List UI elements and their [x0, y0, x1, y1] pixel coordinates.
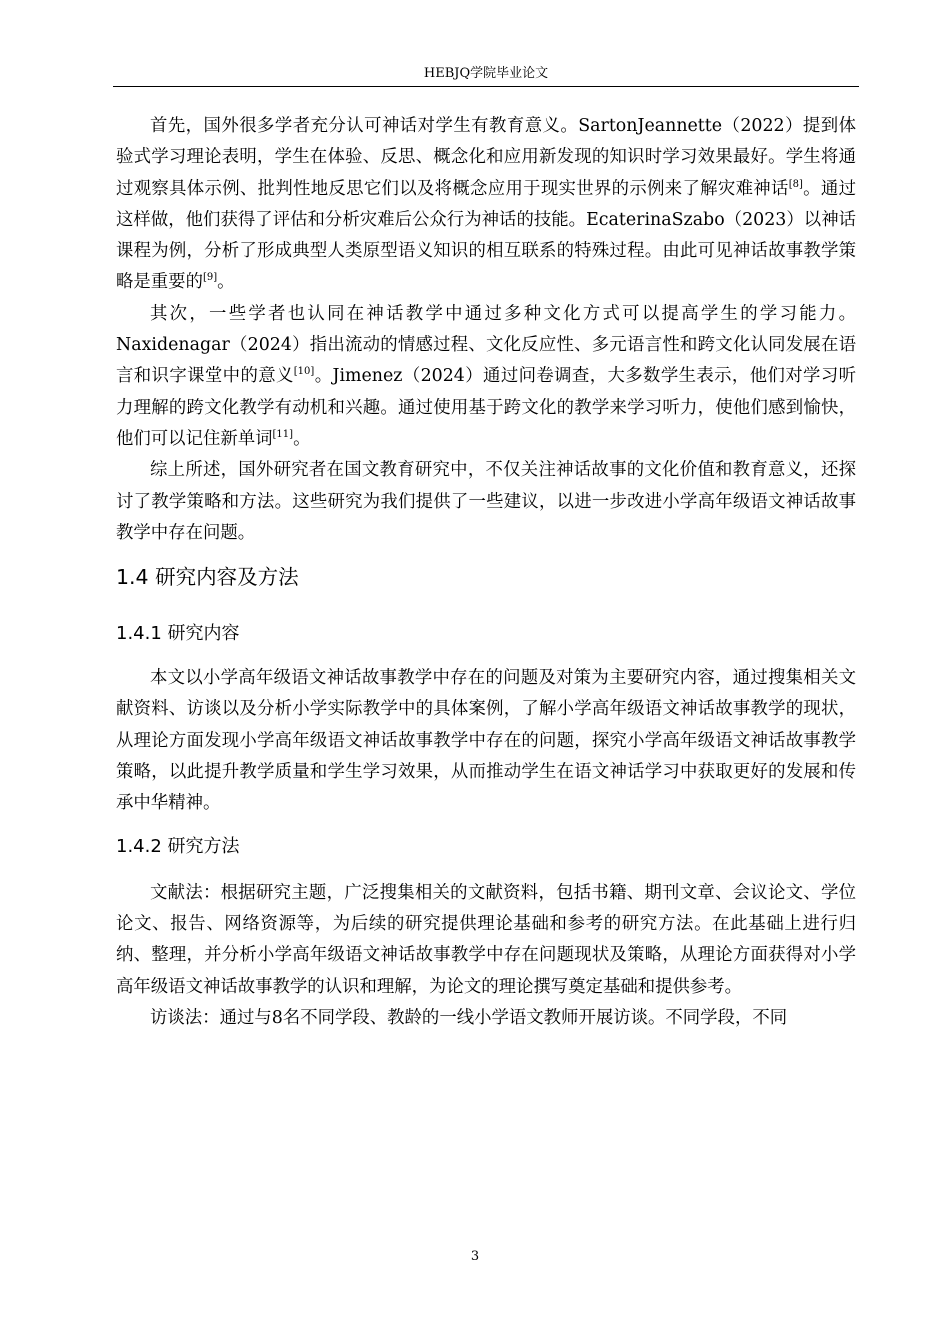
section-heading-1-4: 1.4 研究内容及方法	[116, 565, 299, 590]
page-number: 3	[470, 1249, 480, 1264]
paragraph-text: 首先，国外很多学者充分认可神话对学生有教育意义。SartonJeannette（2022）提到体验式学习理论表明，学生在体验、反思、概念化和应用新发现的知识时学习效果最好。学生将通过观察具体示例、批判性地反思它们以及将概念应用于现实世界的示例来了解灾难神话	[116, 116, 856, 199]
section-heading-1-4-1: 1.4.1 研究内容	[116, 623, 240, 645]
paragraph-text: 。	[293, 428, 311, 449]
page-header: HEBJQ学院毕业论文	[423, 66, 549, 81]
citation: [10]	[293, 366, 315, 378]
paragraph-text: 。	[217, 272, 235, 293]
paragraph-research-content: 本文以小学高年级语文神话故事教学中存在的问题及对策为主要研究内容，通过搜集相关文献资料、访谈以及分析小学实际教学中的具体案例，了解小学高年级语文神话故事教学的现状，从理论方面发现小学高年级语文神话故事教学中存在的问题，探究小学高年级语文神话故事教学策略，以此提升教学质量和学生学习效果，从而推动学生在语文神话学习中获取更好的发展和传承中华精神。	[116, 668, 856, 814]
section-heading-1-4-2: 1.4.2 研究方法	[116, 835, 240, 857]
header-rule	[113, 86, 859, 87]
paragraph-summary: 综上所述，国外研究者在国文教育研究中，不仅关注神话故事的文化价值和教育意义，还探讨了教学策略和方法。这些研究为我们提供了一些建议，以进一步改进小学高年级语文神话故事教学中存在问题。	[116, 460, 856, 543]
citation: [11]	[272, 429, 294, 441]
paragraph-interview-method: 访谈法：通过与8名不同学段、教龄的一线小学语文教师开展访谈。不同学段，不同	[150, 1007, 788, 1028]
citation: [9]	[202, 272, 218, 284]
paragraph-text: 。通过这样做，他们获得了评估和分析灾难后公众行为神话的技能。EcaterinaSzabo（2023）以神话课程为例，分析了形成典型人类原型语义知识的相互联系的特殊过程。由此可见神话故事教学策略是重要的	[116, 178, 856, 293]
paragraph-literature-method: 文献法：根据研究主题，广泛搜集相关的文献资料，包括书籍、期刊文章、会议论文、学位论文、报告、网络资源等，为后续的研究提供理论基础和参考的研究方法。在此基础上进行归纳、整理，并分析小学高年级语文神话故事教学中存在问题现状及策略，从理论方面获得对小学高年级语文神话故事教学的认识和理解，为论文的理论撰写奠定基础和提供参考。	[116, 882, 856, 997]
citation: [8]	[788, 178, 803, 190]
paragraph-text: 其次，一些学者也认同在神话教学中通过多种文化方式可以提高学生的学习能力。Naxidenagar（2024）指出流动的情感过程、文化反应性、多元语言性和跨文化认同发展在语言和识字课堂中的意义	[116, 303, 856, 387]
paragraph-text: 。Jimenez（2024）通过问卷调查，大多数学生表示，他们对学习听力理解的跨文化教学有动机和兴趣。通过使用基于跨文化的教学来学习听力，使他们感到愉快，他们可以记住新单词	[116, 366, 856, 449]
page-body	[116, 111, 856, 1034]
paragraph-foreign-scholars	[116, 111, 856, 299]
paragraph-cultural-methods	[116, 299, 856, 455]
